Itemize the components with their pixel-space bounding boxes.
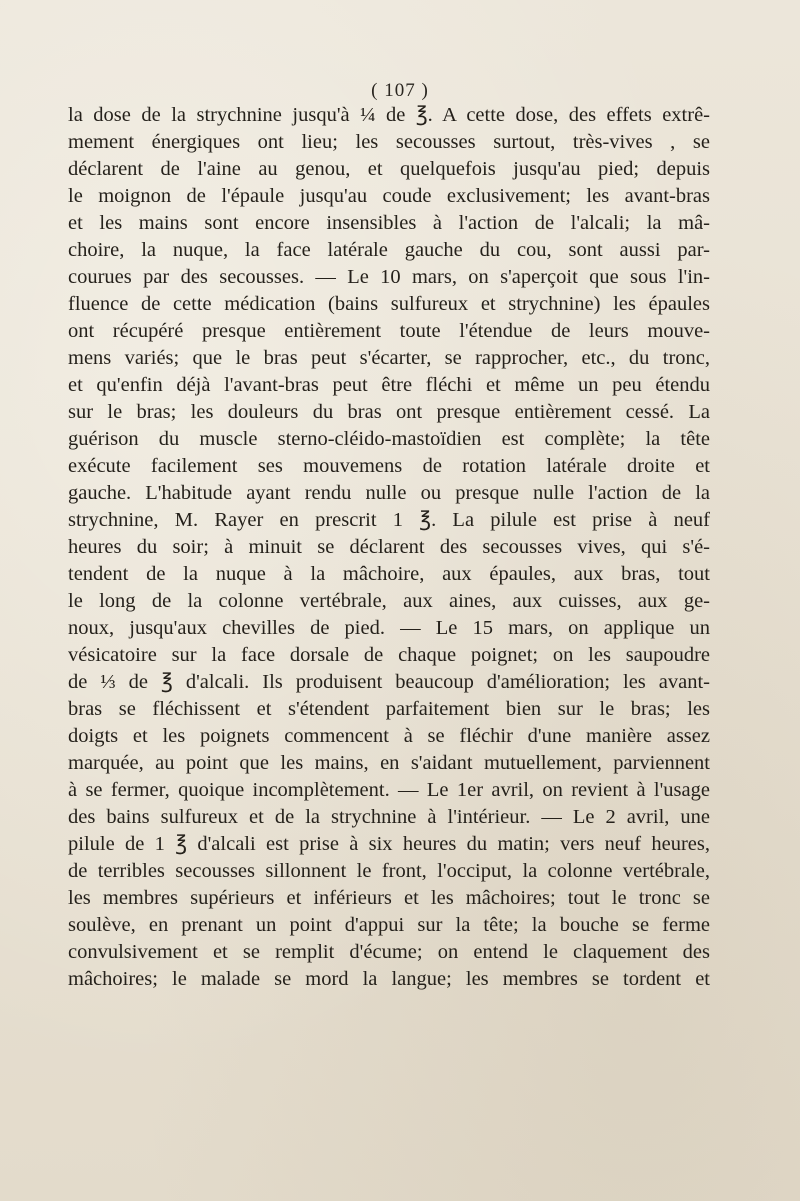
text-line: exécute facilement ses mouvemens de rotation latérale droite et: [68, 455, 710, 477]
text-line: mens variés; que le bras peut s'écarter, se rapprocher, etc., du tronc,: [68, 347, 710, 369]
text-line: à se fermer, quoique incomplètement. — Le 1er avril, on revient à l'usage: [68, 779, 710, 801]
text-line: et qu'enfin déjà l'avant-bras peut être fléchi et même un peu étendu: [68, 374, 710, 396]
text-line: choire, la nuque, la face latérale gauche du cou, sont aussi par-: [68, 239, 710, 261]
text-line: et les mains sont encore insensibles à l'action de l'alcali; la mâ-: [68, 212, 710, 234]
text-line: sur le bras; les douleurs du bras ont presque entièrement cessé. La: [68, 401, 710, 423]
text-line: soulève, en prenant un point d'appui sur la tête; la bouche se ferme: [68, 914, 710, 936]
text-line: de terribles secousses sillonnent le front, l'occiput, la colonne vertébrale,: [68, 860, 710, 882]
text-line: pilule de 1 ℥ d'alcali est prise à six heures du matin; vers neuf heures,: [68, 833, 710, 855]
text-line: bras se fléchissent et s'étendent parfaitement bien sur le bras; les: [68, 698, 710, 720]
text-line: tendent de la nuque à la mâchoire, aux épaules, aux bras, tout: [68, 563, 710, 585]
text-line: heures du soir; à minuit se déclarent des secousses vives, qui s'é-: [68, 536, 710, 558]
page-number: ( 107 ): [371, 80, 429, 101]
text-line: les membres supérieurs et inférieurs et les mâchoires; tout le tronc se: [68, 887, 710, 909]
text-line: vésicatoire sur la face dorsale de chaque poignet; on les saupoudre: [68, 644, 710, 666]
text-line: strychnine, M. Rayer en prescrit 1 ℥. La pilule est prise à neuf: [68, 509, 710, 531]
text-line: marquée, au point que les mains, en s'aidant mutuellement, parviennent: [68, 752, 710, 774]
text-line: noux, jusqu'aux chevilles de pied. — Le 15 mars, on applique un: [68, 617, 710, 639]
text-line: des bains sulfureux et de la strychnine à l'intérieur. — Le 2 avril, une: [68, 806, 710, 828]
text-line: gauche. L'habitude ayant rendu nulle ou presque nulle l'action de la: [68, 482, 710, 504]
text-line: guérison du muscle sterno-cléido-mastoïdien est complète; la tête: [68, 428, 710, 450]
text-line: doigts et les poignets commencent à se fléchir d'une manière assez: [68, 725, 710, 747]
text-line: fluence de cette médication (bains sulfureux et strychnine) les épaules: [68, 293, 710, 315]
text-line: ont récupéré presque entièrement toute l'étendue de leurs mouve-: [68, 320, 710, 342]
text-line: courues par des secousses. — Le 10 mars, on s'aperçoit que sous l'in-: [68, 266, 710, 288]
text-line: de ⅓ de ℥ d'alcali. Ils produisent beaucoup d'amélioration; les avant-: [68, 671, 710, 693]
text-line: déclarent de l'aine au genou, et quelquefois jusqu'au pied; depuis: [68, 158, 710, 180]
text-line: le moignon de l'épaule jusqu'au coude exclusivement; les avant-bras: [68, 185, 710, 207]
body-text: [68, 102, 710, 993]
text-line: convulsivement et se remplit d'écume; on entend le claquement des: [68, 941, 710, 963]
text-line: mâchoires; le malade se mord la langue; les membres se tordent et: [68, 968, 710, 990]
text-line: mement énergiques ont lieu; les secousses surtout, très-vives , se: [68, 131, 710, 153]
text-line: la dose de la strychnine jusqu'à ¼ de ℥. A cette dose, des effets extrê-: [68, 104, 710, 126]
text-line: le long de la colonne vertébrale, aux aines, aux cuisses, aux ge-: [68, 590, 710, 612]
